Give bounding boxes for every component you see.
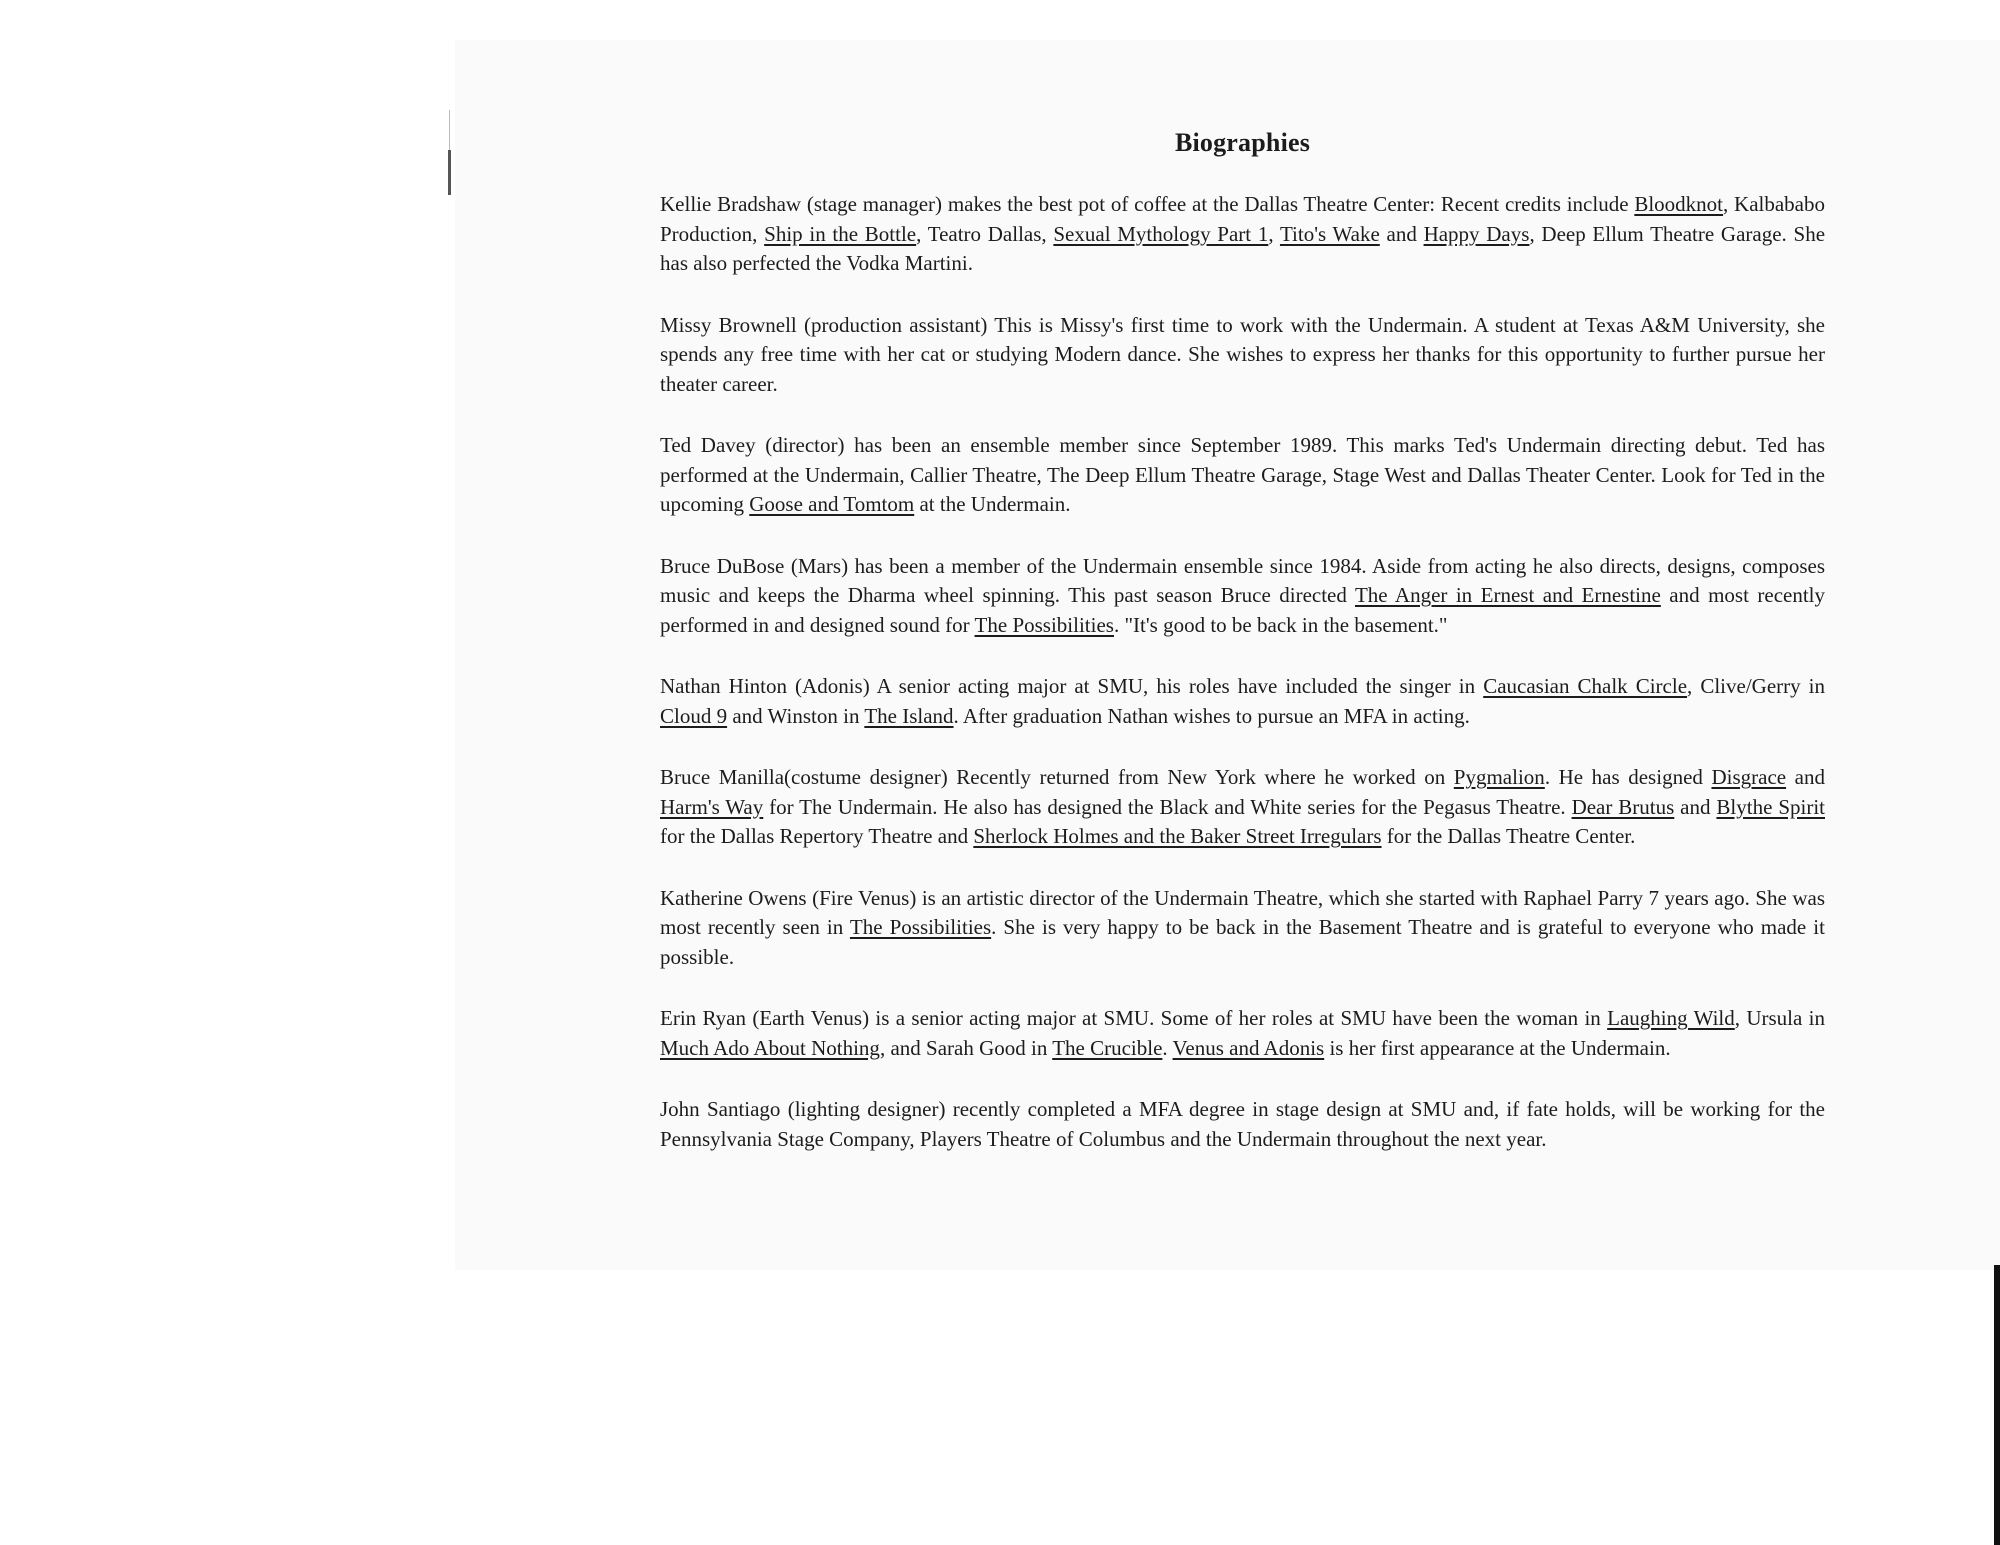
production-title: The Possibilities (849, 915, 992, 939)
bio-text: , and Sarah Good in (879, 1035, 1053, 1060)
bio-text: , Clive/Gerry in (1687, 674, 1825, 698)
production-title: Venus and Adonis (1172, 1035, 1325, 1060)
production-title: The Anger in Ernest and Ernestine (1354, 583, 1661, 607)
production-title: Blythe Spirit (1716, 794, 1825, 819)
bio-text: for The Undermain. He also has designed the Black and White series for the Pegasus Theatre. (763, 794, 1572, 819)
bio-text: . After graduation Nathan wishes to pursue an MFA in acting. (953, 703, 1470, 728)
biography-paragraph (660, 190, 1825, 279)
scan-artifact (448, 150, 451, 195)
production-title: Happy Days (1423, 221, 1530, 246)
bio-text: Katherine Owens (Fire Venus) is an artistic director of the Undermain Theatre, which she started with Raphael Parry 7 years ago. She was most recently seen in (660, 885, 1825, 939)
bio-text: Bruce Manilla(costume designer) Recently returned from New York where he worked on (660, 765, 1454, 789)
bio-text: , Ursula in (1734, 1006, 1825, 1030)
bio-text: and most recently performed in and designed sound for (660, 583, 1826, 637)
biography-paragraph (660, 763, 1825, 852)
bio-text: Nathan Hinton (Adonis) A senior acting major at SMU, his roles have included the singer in (660, 674, 1484, 698)
bio-text: . "It's good to be back in the basement." (1113, 612, 1448, 637)
bio-text: , Kalbababo Production, (660, 192, 1826, 246)
biography-paragraph (660, 431, 1825, 520)
biography-list (660, 190, 1825, 1154)
production-title: The Possibilities (974, 612, 1114, 637)
production-title: Sherlock Holmes and the Baker Street Irregulars (973, 824, 1382, 848)
bio-text: John Santiago (lighting designer) recently completed a MFA degree in stage design at SMU and, if fate holds, will be working for the Pennsylvania Stage Company, Players Theatre of Columbus and the Undermain throughout the next year. (660, 1097, 1825, 1151)
bio-text: at the Undermain. (914, 492, 1071, 516)
document-body (660, 128, 1825, 1186)
bio-text: and Winston in (727, 703, 865, 728)
production-title: Ship in the Bottle (764, 221, 917, 246)
bio-text: and (1674, 794, 1717, 819)
production-title: Harm's Way (660, 794, 764, 819)
bio-text: Ted Davey (director) has been an ensemble member since September 1989. This marks Ted's Undermain directing debut. Ted has performed at the Undermain, Callier Theatre, The Deep Ellum Theatre Garage, Stage West and Dallas Theater Center. Look for Ted in the upcoming (660, 433, 1825, 516)
bio-text: , Teatro Dallas, (916, 221, 1054, 246)
biography-paragraph (660, 884, 1825, 973)
production-title: The Island (864, 703, 954, 728)
bio-text: for the Dallas Repertory Theatre and (660, 824, 974, 848)
bio-text: and (1786, 765, 1825, 789)
bio-text: Missy Brownell (production assistant) This is Missy's first time to work with the Undermain. A student at Texas A&M University, she spends any free time with her cat or studying Modern dance. She wishes to express her thanks for this opportunity to further pursue her theater career. (660, 312, 1825, 396)
bio-text: , (1268, 221, 1280, 246)
page-edge-shadow (1994, 1265, 2000, 1545)
production-title: Sexual Mythology Part 1 (1053, 221, 1269, 246)
biography-paragraph (660, 672, 1825, 731)
production-title: Much Ado About Nothing (660, 1035, 880, 1060)
bio-text: . He has designed (1544, 765, 1712, 789)
bio-text: is her first appearance at the Undermain. (1324, 1035, 1671, 1060)
production-title: Pygmalion (1453, 765, 1545, 789)
production-title: Bloodknot (1634, 192, 1724, 216)
production-title: Caucasian Chalk Circle (1483, 674, 1688, 698)
bio-text: and (1379, 221, 1424, 246)
biography-paragraph (660, 311, 1825, 400)
production-title: Dear Brutus (1571, 794, 1675, 819)
bio-text: Bruce DuBose (Mars) has been a member of the Undermain ensemble since 1984. Aside from acting he also directs, designs, composes music and keeps the Dharma wheel spinning. This past season Bruce directed (660, 553, 1825, 607)
production-title: The Crucible (1052, 1035, 1163, 1060)
production-title: Disgrace (1711, 765, 1787, 789)
production-title: Tito's Wake (1279, 221, 1380, 246)
production-title: Laughing Wild (1607, 1006, 1735, 1030)
biography-paragraph (660, 1095, 1825, 1154)
bio-text: , Deep Ellum Theatre Garage. She has also perfected the Vodka Martini. (660, 221, 1826, 275)
biography-paragraph (660, 1004, 1825, 1063)
bio-text: Erin Ryan (Earth Venus) is a senior acting major at SMU. Some of her roles at SMU have been the woman in (660, 1006, 1608, 1030)
production-title: Goose and Tomtom (749, 492, 915, 516)
scan-artifact (449, 110, 450, 150)
biography-paragraph (660, 552, 1825, 641)
bio-text: . (1162, 1035, 1173, 1060)
bio-text: for the Dallas Theatre Center. (1381, 824, 1636, 848)
bio-text: . She is very happy to be back in the Basement Theatre and is grateful to everyone who made it possible. (660, 915, 1825, 969)
production-title: Cloud 9 (660, 703, 728, 728)
bio-text: Kellie Bradshaw (stage manager) makes the best pot of coffee at the Dallas Theatre Center: Recent credits include (660, 192, 1635, 216)
page-title: Biographies (1174, 128, 1311, 157)
